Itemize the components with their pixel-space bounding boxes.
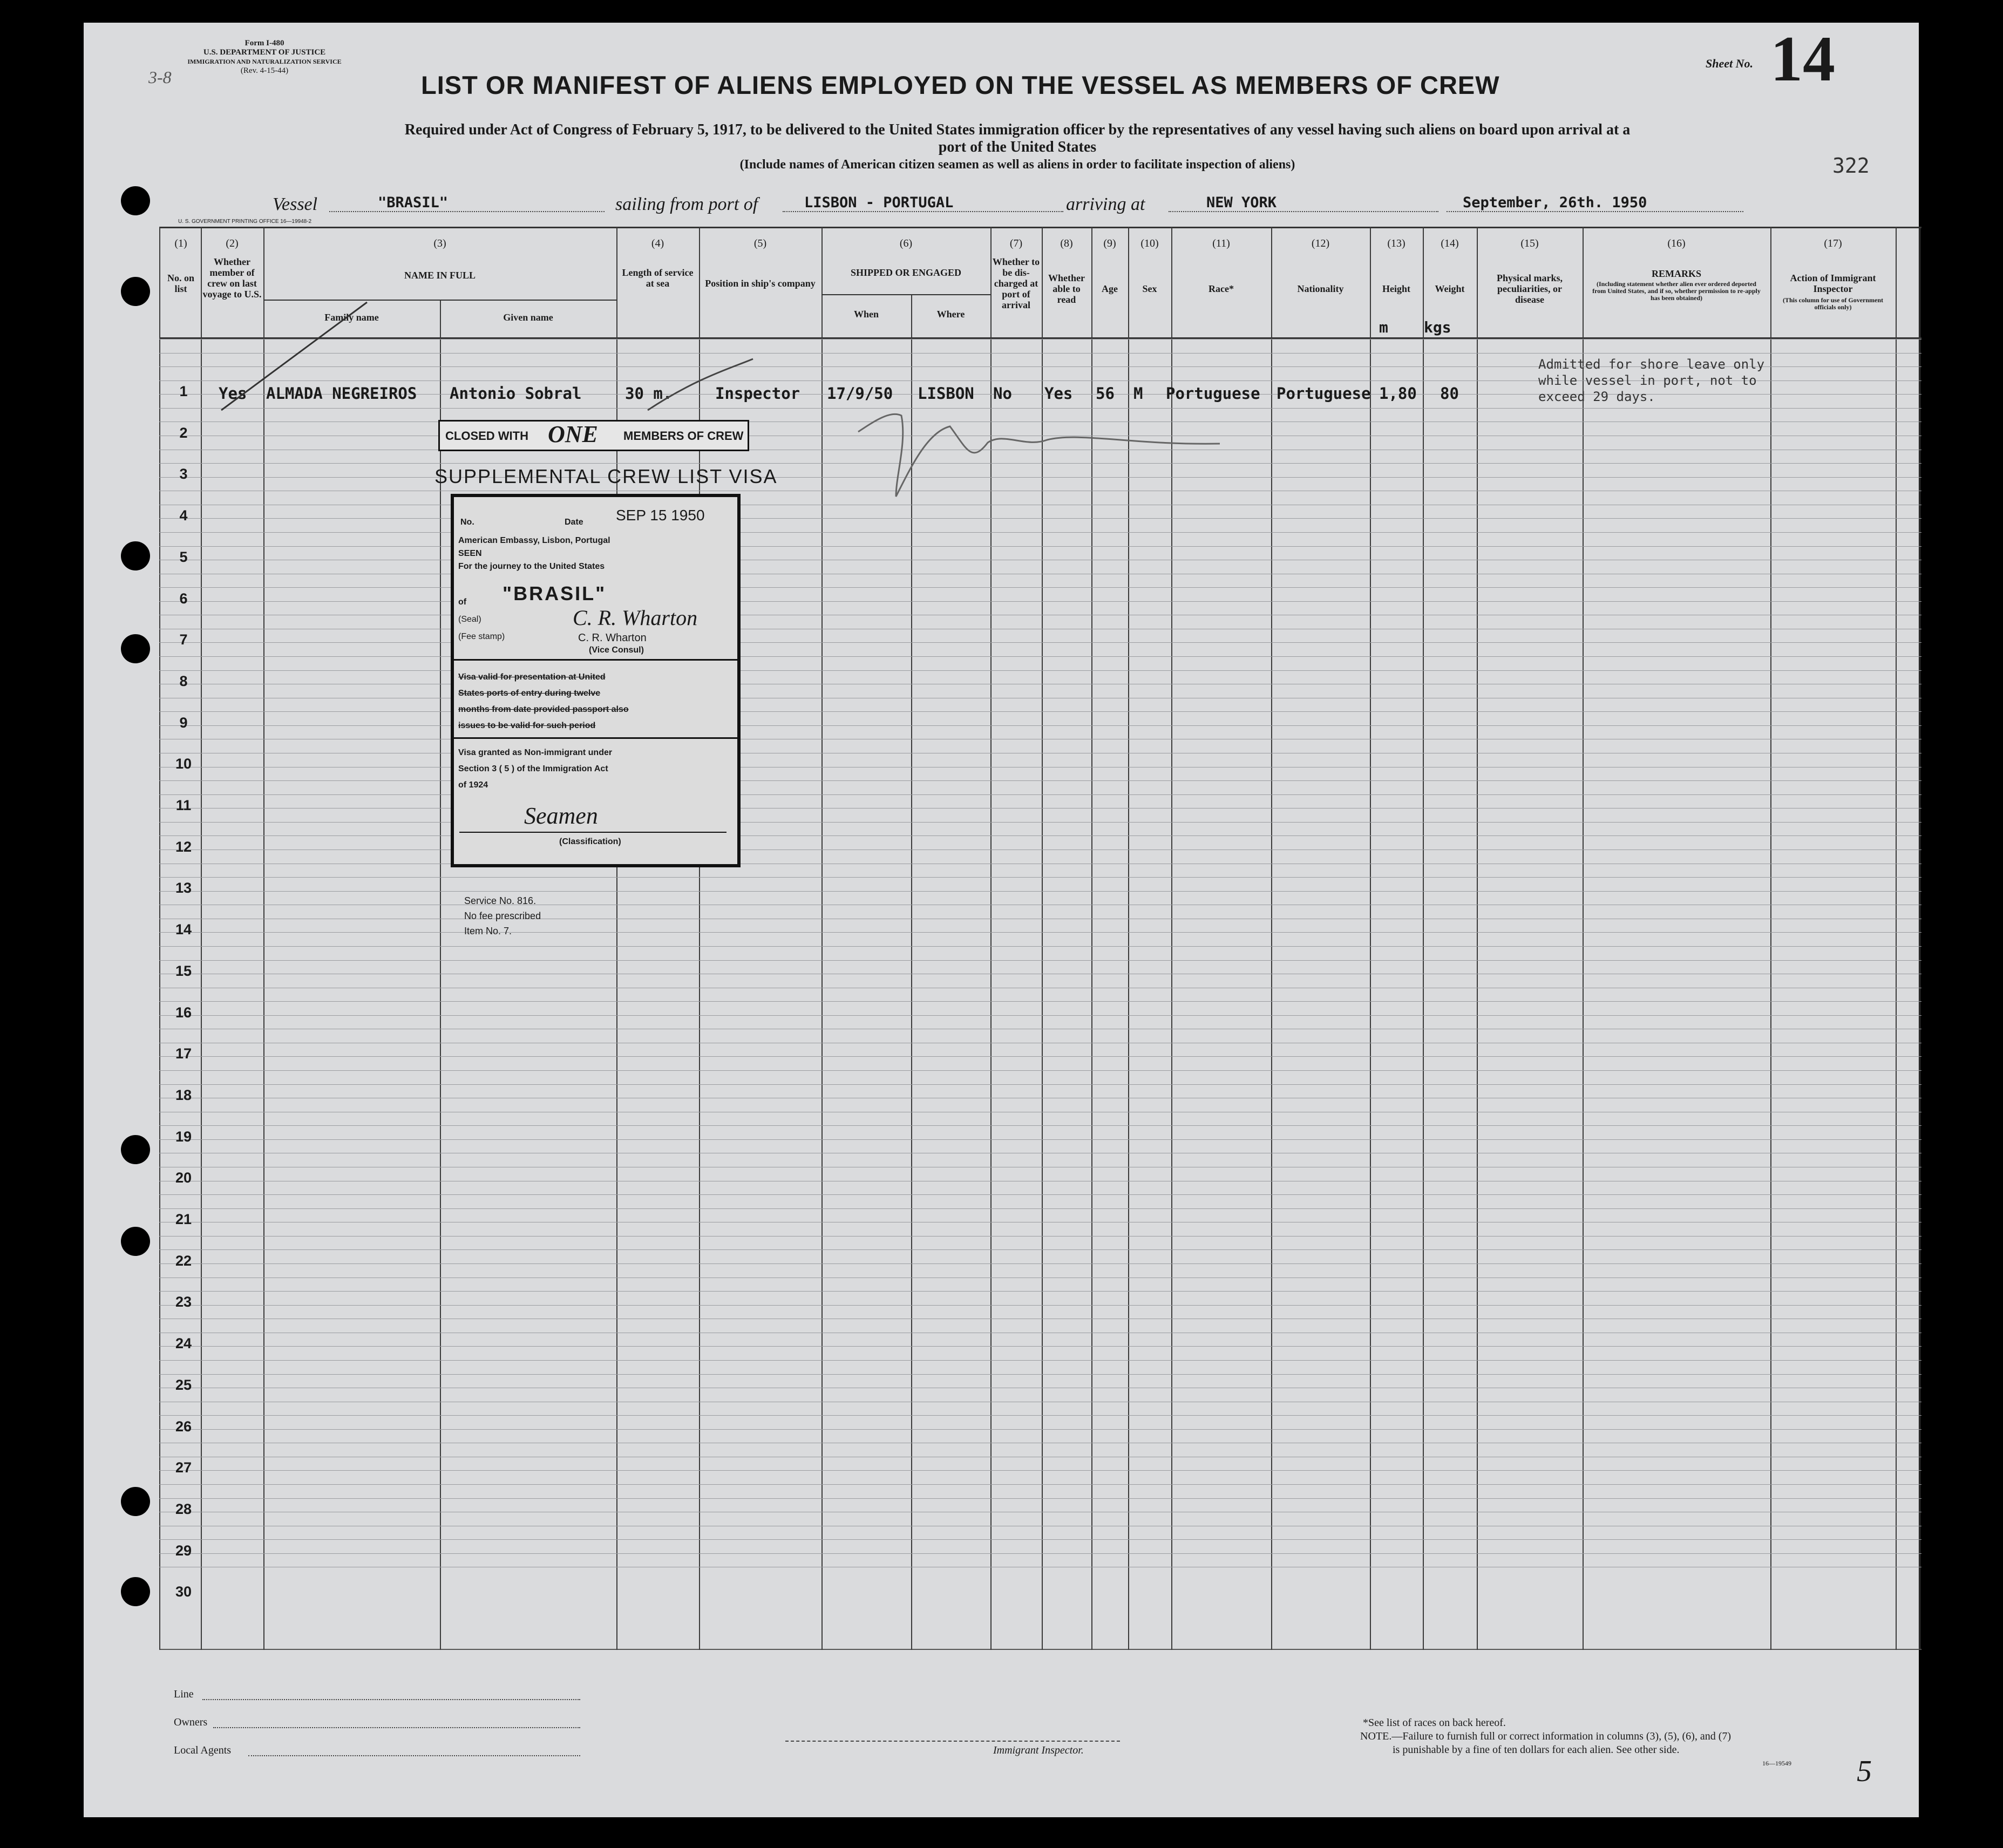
col-header-position: Position in ship's company: [705, 278, 816, 289]
row-number: 5: [179, 549, 188, 565]
visa-of-label: of: [458, 597, 467, 607]
row-number: 20: [175, 1170, 192, 1186]
col-header-action: Action of Immigrant Inspector: [1790, 273, 1876, 294]
footer-agents-label: Local Agents: [174, 1744, 232, 1756]
fine-note-2: is punishable by a fine of ten dollars for each alien. See other side.: [1393, 1744, 1680, 1756]
visa-no-label: No.: [460, 518, 474, 527]
row-number: 11: [175, 797, 192, 813]
cell-race: Portuguese: [1166, 384, 1260, 403]
col-header-able-read: Whether able to read: [1048, 273, 1085, 305]
corner-mark: 3-8: [148, 67, 172, 87]
col-number: (15): [1520, 237, 1539, 249]
row-number: 16: [175, 1004, 192, 1021]
col-number: (8): [1060, 237, 1073, 249]
cell-nationality: Portuguese: [1277, 384, 1371, 403]
visa-date-label: Date: [565, 518, 583, 527]
col-header-family-name: Family name: [324, 312, 379, 323]
col-number: (12): [1311, 237, 1330, 249]
visa-fee: (Fee stamp): [458, 632, 505, 641]
closed-with-count: ONE: [548, 421, 598, 447]
col-header-sex: Sex: [1142, 283, 1157, 294]
row-number: 28: [175, 1501, 192, 1517]
col-number: (5): [753, 237, 767, 249]
row-number: 23: [175, 1294, 192, 1310]
row-number: 21: [175, 1211, 192, 1227]
visa-officer: C. R. Wharton: [578, 632, 647, 644]
col-number: (13): [1387, 237, 1406, 249]
visa-granted-line: Visa granted as Non-immigrant under: [458, 748, 613, 757]
col-header-last-voyage: Whether member of crew on last voyage to U.S.: [202, 256, 262, 300]
row-number: 8: [179, 673, 188, 689]
visa-signature: C. R. Wharton: [573, 606, 698, 630]
col-number: (2): [226, 237, 239, 249]
visa-classification-line: [459, 832, 726, 833]
col-number: (9): [1103, 237, 1116, 249]
remarks-line-1: Admitted for shore leave only: [1538, 357, 1765, 372]
page-mark: 5: [1857, 1755, 1872, 1788]
col-header-length-service: Length of service at sea: [622, 267, 694, 289]
row-number: 19: [175, 1129, 192, 1145]
visa-officer-title: (Vice Consul): [589, 646, 644, 655]
cell-height: 1,80: [1379, 384, 1417, 403]
inspector-label: Immigrant Inspector.: [993, 1744, 1084, 1756]
col-header-action-note: (This column for use of Government officials only): [1782, 296, 1884, 311]
col-number: (14): [1441, 237, 1459, 249]
service: IMMIGRATION AND NATURALIZATION SERVICE: [187, 58, 342, 65]
col-header-age: Age: [1102, 283, 1118, 294]
service-item: Item No. 7.: [464, 926, 512, 936]
inspector-signature-line: [785, 1741, 1120, 1742]
cell-discharged: No: [993, 384, 1012, 403]
col-header-physical-marks: Physical marks, peculiarities, or disease: [1496, 273, 1563, 305]
visa-divider: [454, 737, 737, 739]
footer-line-label: Line: [174, 1688, 194, 1700]
row-number: 29: [175, 1543, 192, 1559]
form-title: LIST OR MANIFEST OF ALIENS EMPLOYED ON THE VESSEL AS MEMBERS OF CREW: [421, 71, 1500, 99]
footer-line-field: [202, 1699, 580, 1700]
cell-sex: M: [1133, 384, 1143, 403]
row-number: 22: [175, 1253, 192, 1269]
visa-granted-line: Section 3 ( 5 ) of the Immigration Act: [458, 764, 608, 773]
col-header-given-name: Given name: [503, 312, 553, 323]
cell-position: Inspector: [715, 384, 800, 403]
col-number: (1): [174, 237, 187, 249]
col-header-remarks: REMARKS: [1651, 268, 1701, 279]
row-number: 10: [175, 756, 192, 772]
visa-seen: SEEN: [458, 549, 482, 558]
cell-family-name: ALMADA NEGREIROS: [266, 384, 417, 403]
sheet-label: Sheet No.: [1706, 57, 1753, 70]
col-number: (6): [899, 237, 913, 249]
row-number: 4: [179, 507, 188, 524]
sailing-label: sailing from port of: [615, 194, 758, 214]
visa-struck-line: States ports of entry during twelve: [458, 689, 601, 698]
subtitle-line-3: (Include names of American citizen seamen as well as aliens in order to facilitate inspection of aliens): [739, 158, 1295, 172]
visa-vessel: "BRASIL": [503, 582, 607, 604]
visa-granted-line: of 1924: [458, 780, 488, 790]
col-header-no-on-list: No. on list: [167, 273, 194, 294]
sheet-stamp: 322: [1832, 154, 1870, 178]
col-header-discharged: Whether to be dis- charged at port of arrival: [992, 256, 1040, 310]
cell-weight: 80: [1440, 384, 1459, 403]
footer-owners-label: Owners: [174, 1716, 208, 1728]
col-number: (3): [433, 237, 446, 249]
visa-date: SEP 15 1950: [616, 507, 705, 524]
row-number: 13: [175, 880, 192, 896]
service-fee: No fee prescribed: [464, 911, 541, 921]
subtitle-line-2: port of the United States: [938, 139, 1097, 155]
departure-port: LISBON - PORTUGAL: [783, 194, 1063, 212]
row-number: 6: [179, 590, 188, 607]
col-header-race: Race*: [1208, 283, 1234, 294]
row-number: 9: [179, 715, 188, 731]
col-header-where: Where: [936, 309, 965, 320]
row-number: 15: [175, 963, 192, 979]
weight-unit: kgs: [1424, 318, 1451, 336]
printing-office: U. S. GOVERNMENT PRINTING OFFICE 16—19948-2: [178, 219, 312, 225]
visa-classification: Seamen: [524, 803, 598, 829]
cell-last-voyage: Yes: [219, 384, 247, 403]
visa-embassy: American Embassy, Lisbon, Portugal: [458, 536, 610, 545]
footer-agents-field: [248, 1755, 580, 1756]
row-number: 2: [179, 425, 188, 441]
cell-length-service: 30 m.: [625, 384, 673, 403]
row-number: 30: [175, 1584, 192, 1600]
races-note: *See list of races on back hereof.: [1363, 1717, 1506, 1729]
visa-stamp: [451, 494, 741, 867]
col-number: (4): [651, 237, 664, 249]
row-number: 25: [175, 1377, 192, 1393]
visa-journey: For the journey to the United States: [458, 562, 605, 571]
visa-seal: (Seal): [458, 615, 481, 624]
cell-when: 17/9/50: [827, 384, 893, 403]
row-number: 12: [175, 839, 192, 855]
visa-struck-line: months from date provided passport also: [458, 705, 629, 714]
closed-with-label: CLOSED WITH: [445, 429, 528, 443]
cell-given-name: Antonio Sobral: [450, 384, 582, 403]
row-number: 17: [175, 1045, 192, 1062]
col-number: (17): [1824, 237, 1842, 249]
col-number: (10): [1140, 237, 1159, 249]
col-header-when: When: [853, 309, 879, 320]
cell-able-read: Yes: [1044, 384, 1073, 403]
row-number: 1: [179, 383, 188, 399]
arriving-label: arriving at: [1066, 194, 1145, 214]
row-number: 24: [175, 1335, 192, 1351]
row-number: 14: [175, 921, 192, 937]
visa-struck-line: Visa valid for presentation at United: [458, 672, 606, 682]
service-number: Service No. 816.: [464, 895, 537, 906]
col-header-name: NAME IN FULL: [404, 270, 476, 281]
vessel-label: Vessel: [273, 194, 318, 214]
col-header-weight: Weight: [1435, 283, 1465, 294]
department: U.S. DEPARTMENT OF JUSTICE: [203, 48, 326, 57]
height-unit: m: [1379, 318, 1388, 336]
arrival-port: NEW YORK: [1169, 194, 1438, 212]
subtitle-line-1: Required under Act of Congress of February 5, 1917, to be delivered to the United States immigration officer by the representatives of any vessel having such aliens on board upon arrival at a: [404, 121, 1631, 138]
visa-struck-line: issues to be valid for such period: [458, 721, 596, 730]
sheet-number: 14: [1770, 23, 1835, 94]
col-header-shipped: SHIPPED OR ENGAGED: [850, 267, 962, 278]
closed-with-stamp: [438, 420, 749, 451]
remarks-line-3: exceed 29 days.: [1538, 389, 1655, 404]
row-number: 18: [175, 1087, 192, 1103]
vessel-name: "BRASIL": [329, 194, 605, 212]
cell-age: 56: [1096, 384, 1115, 403]
col-header-remarks-note: (Including statement whether alien ever ordered deported from United States, and if so, whether permission to re-apply has been obtained): [1592, 280, 1761, 302]
members-of-crew-label: MEMBERS OF CREW: [623, 429, 744, 443]
row-number: 3: [179, 466, 188, 482]
cell-where: LISBON: [918, 384, 974, 403]
form-number: Form I-480: [245, 39, 284, 47]
col-number: (16): [1667, 237, 1686, 249]
footer-owners-field: [213, 1727, 580, 1728]
remarks-line-2: while vessel in port, not to: [1538, 373, 1757, 388]
row-number: 7: [179, 631, 188, 648]
col-number: (11): [1212, 237, 1230, 249]
col-header-nationality: Nationality: [1297, 283, 1344, 294]
revision: (Rev. 4-15-44): [240, 66, 289, 75]
arrival-date: September, 26th. 1950: [1447, 194, 1743, 212]
row-number: 26: [175, 1418, 192, 1435]
visa-divider: [454, 659, 737, 661]
fine-note-1: NOTE.—Failure to furnish full or correct information in columns (3), (5), (6), and (7): [1360, 1730, 1732, 1742]
print-code: 16—19549: [1762, 1759, 1791, 1767]
service-note: [464, 893, 541, 939]
visa-classification-label: (Classification): [559, 837, 621, 846]
col-number: (7): [1009, 237, 1023, 249]
row-number: 27: [175, 1459, 192, 1476]
supplemental-crew-list-visa: SUPPLEMENTAL CREW LIST VISA: [434, 465, 778, 487]
col-header-height: Height: [1382, 283, 1410, 294]
